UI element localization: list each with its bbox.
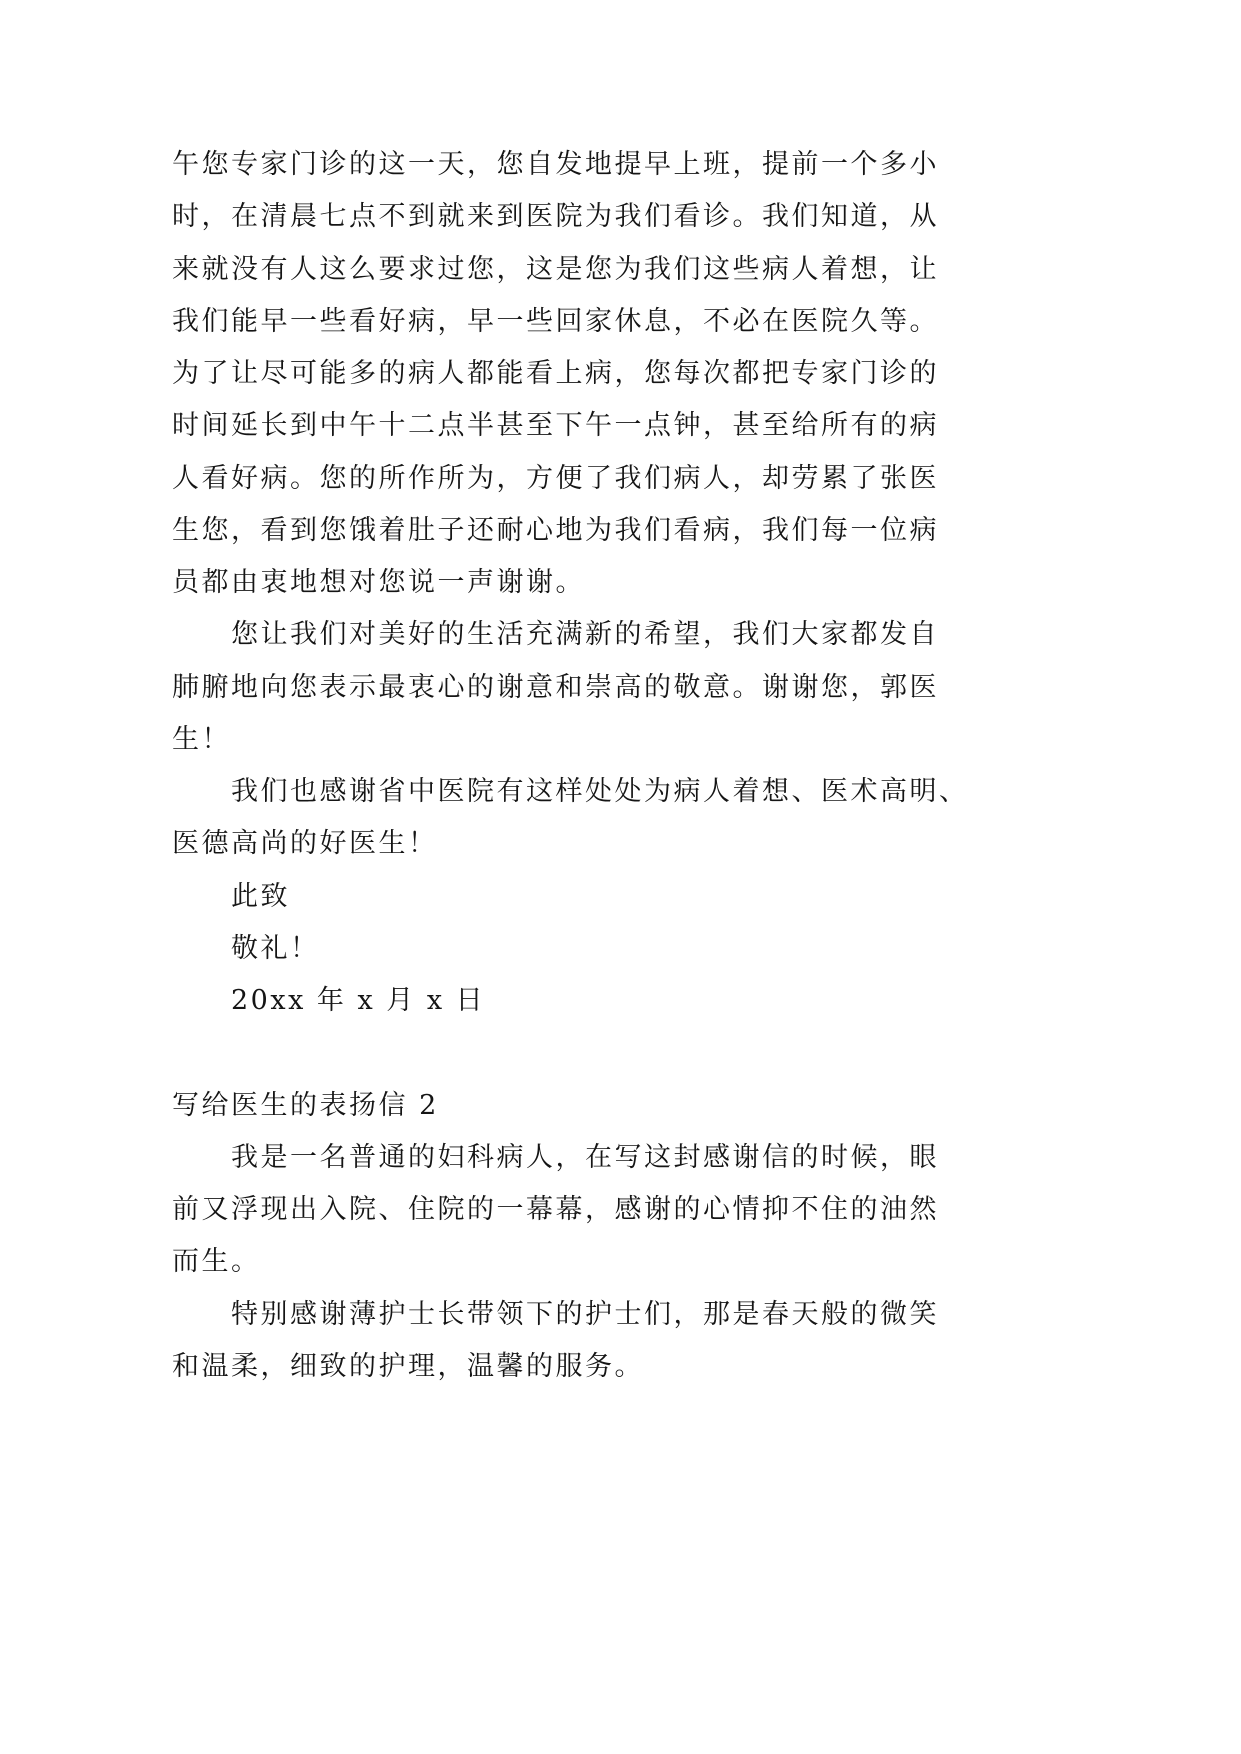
text-line: 您让我们对美好的生活充满新的希望，我们大家都发自 <box>231 619 939 651</box>
letter-2-paragraph-2 <box>172 1289 1172 1394</box>
text-line: 特别感谢薄护士长带领下的护士们，那是春天般的微笑 <box>231 1298 939 1330</box>
letter-1-paragraph-1 <box>172 139 1172 609</box>
text-line: 前又浮现出入院、住院的一幕幕，感谢的心情抑不住的油然 <box>172 1194 939 1225</box>
closing-line: 此致 <box>231 880 290 912</box>
text-line: 我们能早一些看好病，早一些回家休息，不必在医院久等。 <box>172 305 939 337</box>
text-line: 为了让尽可能多的病人都能看上病，您每次都把专家门诊的 <box>172 358 939 389</box>
document-page <box>172 139 1172 1393</box>
letter-1 <box>172 139 1172 1027</box>
letter-1-paragraph-2 <box>172 609 1172 766</box>
letter-1-paragraph-3 <box>172 766 1172 871</box>
letter-date: 20xx 年 x 月 x 日 <box>231 985 486 1016</box>
text-line: 生！ <box>172 723 231 755</box>
text-line: 午您专家门诊的这一天，您自发地提早上班，提前一个多小 <box>172 149 939 180</box>
text-line: 人看好病。您的所作所为，方便了我们病人，却劳累了张医 <box>172 462 939 494</box>
text-line: 我是一名普通的妇科病人，在写这封感谢信的时候，眼 <box>231 1141 939 1173</box>
text-line: 我们也感谢省中医院有这样处处为病人着想、医术高明、 <box>231 776 969 807</box>
text-line: 肺腑地向您表示最衷心的谢意和崇高的敬意。谢谢您，郭医 <box>172 671 939 703</box>
letter-2 <box>172 1080 1172 1394</box>
closing-line: 敬礼！ <box>231 932 320 964</box>
letter-2-paragraph-1 <box>172 1132 1172 1289</box>
text-line: 和温柔，细致的护理，温馨的服务。 <box>172 1350 644 1382</box>
section-title: 写给医生的表扬信 2 <box>172 1089 439 1121</box>
text-line: 来就没有人这么要求过您，这是您为我们这些病人着想，让 <box>172 253 939 285</box>
text-line: 而生。 <box>172 1246 261 1278</box>
text-line: 医德高尚的好医生！ <box>172 828 438 860</box>
text-line: 生您，看到您饿着肚子还耐心地为我们看病，我们每一位病 <box>172 514 939 546</box>
letter-1-closing <box>172 871 1172 1028</box>
text-line: 时间延长到中午十二点半甚至下午一点钟，甚至给所有的病 <box>172 410 939 442</box>
text-line: 时，在清晨七点不到就来到医院为我们看诊。我们知道，从 <box>172 201 939 233</box>
text-line: 员都由衷地想对您说一声谢谢。 <box>172 567 585 598</box>
